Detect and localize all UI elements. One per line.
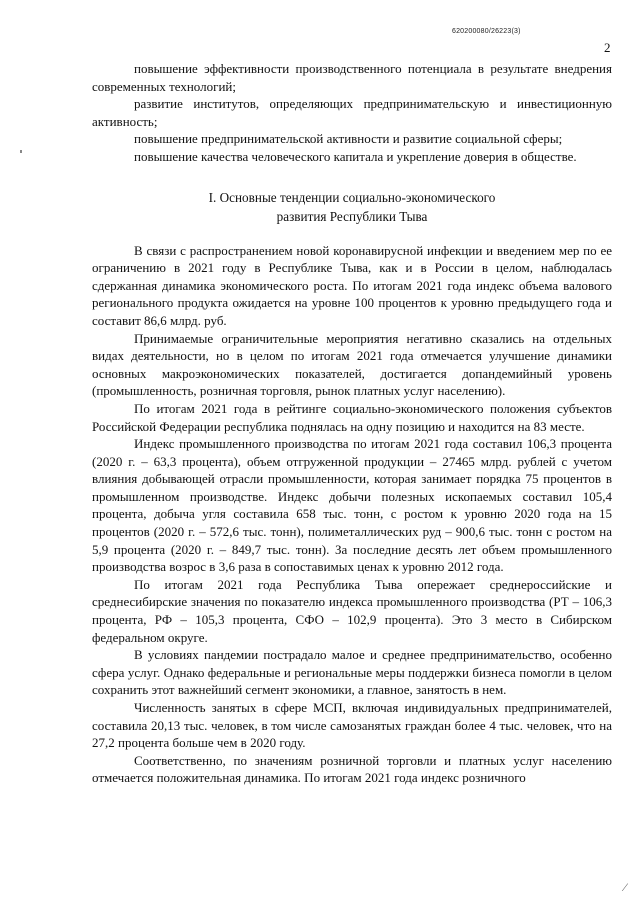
document-body [92, 60, 612, 787]
paragraph: По итогам 2021 года в рейтинге социально-экономического положения субъектов Российской Федерации республика поднялась на одну позицию и находится на 83 месте. [92, 400, 612, 434]
paragraph: Принимаемые ограничительные мероприятия негативно сказались на отдельных видах деятельности, но в целом по итогам 2021 года отмечается улучшение динамики основных макроэкономических показателей, достигается допандемийный уровень (промышленность, розничная торговля, рынок платных услуг населению). [92, 330, 612, 399]
margin-mark [20, 150, 22, 153]
section-title-line1: I. Основные тенденции социально-экономического [208, 189, 496, 205]
handwritten-mark: ⁄ [624, 880, 627, 894]
section-title-line2: развития Республики Тыва [276, 208, 428, 224]
section-heading [92, 188, 612, 226]
intro-item: развитие институтов, определяющих предпринимательскую и инвестиционную активность; [92, 96, 612, 129]
intro-item: повышение эффективности производственного потенциала в результате внедрения современных технологий; [92, 61, 612, 94]
document-id: 620200080/26223(3) [452, 28, 521, 35]
paragraph: Индекс промышленного производства по итогам 2021 года составил 106,3 процента (2020 г. – 63,3 процента), объем отгруженной продукции – 27465 млрд. рублей с учетом влияния добывающей отрасли промышленности, которая занимает порядка 75 процентов в промышленном производстве. Индекс добычи полезных ископаемых составил 105,4 процента, добыча угля составила 658 тыс. тонн, с ростом к уровню 2020 года на 15 процентов (2020 г. – 572,6 тыс. тонн), полиметаллических руд – 900,6 тыс. тонн с ростом на 5,9 процента (2020 г. – 849,7 тыс. тонн). За последние десять лет объем промышленного производства возрос в 3,6 раза в сопоставимых ценах к уровню 2012 года. [92, 436, 612, 575]
paragraph: В условиях пандемии пострадало малое и среднее предпринимательство, особенно сфера услуг. Однако федеральные и региональные меры поддержки бизнеса помогли в целом сохранить этот важнейший сегмент экономики, а главное, занятость в нем. [92, 647, 612, 698]
page-number: 2 [604, 40, 611, 55]
paragraph: По итогам 2021 года Республика Тыва опережает среднероссийские и среднесибирские значения по показателю индекса промышленного производства (РТ – 106,3 процента, РФ – 105,3 процента, СФО – 102,9 процента). Это 3 место в Сибирском федеральном округе. [92, 576, 612, 645]
intro-item: повышение предпринимательской активности и развитие социальной сферы; [134, 131, 563, 147]
intro-item: повышение качества человеческого капитала и укрепление доверия в обществе. [134, 148, 577, 164]
paragraph: В связи с распространением новой коронавирусной инфекции и введением мер по ее ограничению в 2021 году в Республике Тыва, как и в России в целом, наблюдалась сдержанная динамика экономического роста. По итогам 2021 года индекс объема валового регионального продукта ожидается на уровне 100 процентов к уровню предыдущего года и составит 86,6 млрд. руб. [92, 242, 612, 328]
paragraph: Численность занятых в сфере МСП, включая индивидуальных предпринимателей, составила 20,13 тыс. человек, в том числе самозанятых граждан более 4 тыс. человек, что на 27,2 процента больше чем в 2020 году. [92, 700, 612, 751]
paragraph: Соответственно, по значениям розничной торговли и платных услуг населению отмечается положительная динамика. По итогам 2021 года индекс розничного [92, 752, 612, 786]
